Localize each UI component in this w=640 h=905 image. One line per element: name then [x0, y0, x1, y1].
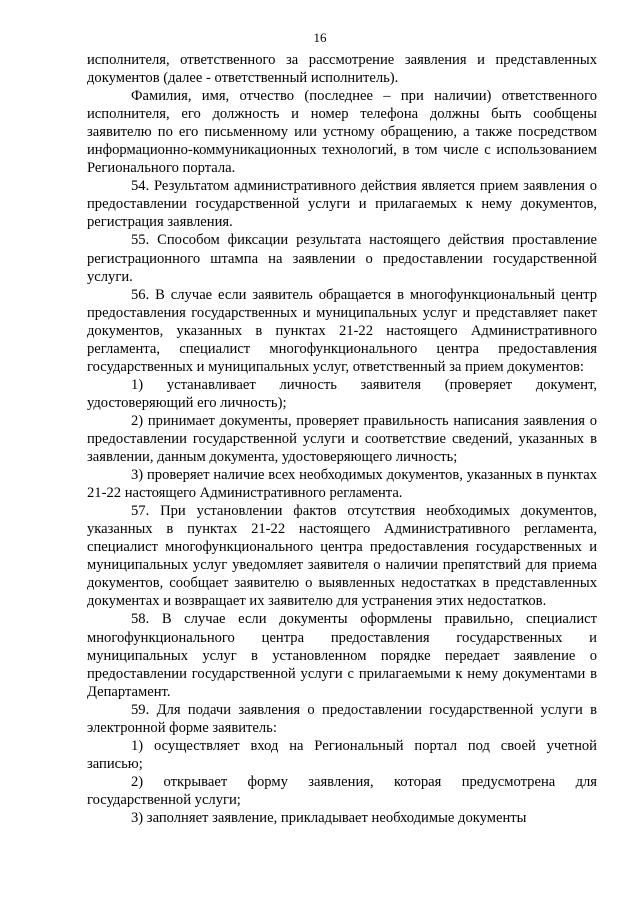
paragraph: 59. Для подачи заявления о предоставлении государственной услуги в электронной форме заявитель: — [87, 701, 597, 736]
paragraph: Фамилия, имя, отчество (последнее – при наличии) ответственного исполнителя, его должность и номер телефона должны быть сообщены заявителю по его письменному или устному обращению, а также посредством информационно-коммуникационных технологий, в том числе с использованием Регионального портала. — [87, 88, 597, 177]
paragraph: 1) устанавливает личность заявителя (проверяет документ, удостоверяющий его личность); — [87, 376, 597, 411]
paragraph: 54. Результатом административного действия является прием заявления о предоставлении государственной услуги и прилагаемых к нему документов, регистрация заявления. — [87, 178, 597, 231]
paragraph: 57. При установлении фактов отсутствия необходимых документов, указанных в пунктах 21-22 настоящего Административного регламента, специалист многофункционального центра предоставления государственных и муниципальных услуг уведомляет заявителя о наличии препятствий для приема документов, сообщает заявителю о выявленных недостатках в представленных документах и возвращает их заявителю для устранения этих недостатков. — [87, 503, 597, 610]
paragraph: 56. В случае если заявитель обращается в многофункциональный центр предоставления государственных и муниципальных услуг и представляет пакет документов, указанных в пунктах 21-22 настоящего Административного регламента, специалист многофункционального центра предоставления государственных и муниципальных услуг, ответственный за прием документов: — [87, 286, 597, 375]
paragraph: 1) осуществляет вход на Региональный портал под своей учетной записью; — [87, 737, 597, 772]
paragraph: исполнителя, ответственного за рассмотрение заявления и представленных документов (далее - ответственный исполнитель). — [87, 52, 597, 87]
paragraph: 3) заполняет заявление, прикладывает необходимые документы — [131, 809, 527, 826]
paragraph: 3) проверяет наличие всех необходимых документов, указанных в пунктах 21-22 настоящего Административного регламента. — [87, 467, 597, 502]
paragraph: 2) открывает форму заявления, которая предусмотрена для государственной услуги; — [87, 773, 597, 808]
paragraph: 58. В случае если документы оформлены правильно, специалист многофункционального центра предоставления государственных и муниципальных услуг в установленном порядке передает заявление о предоставлении государственной услуги с прилагаемыми к нему документами в Департамент. — [87, 611, 597, 700]
paragraph: 2) принимает документы, проверяет правильность написания заявления о предоставлении государственной услуги и соответствие сведений, указанных в заявлении, данным документа, удостоверяющего личность; — [87, 412, 597, 466]
paragraph: 55. Способом фиксации результата настоящего действия проставление регистрационного штампа на заявлении о предоставлении государственной услуги. — [87, 232, 597, 285]
page-number: 16 — [313, 30, 327, 45]
document-body — [87, 51, 597, 827]
